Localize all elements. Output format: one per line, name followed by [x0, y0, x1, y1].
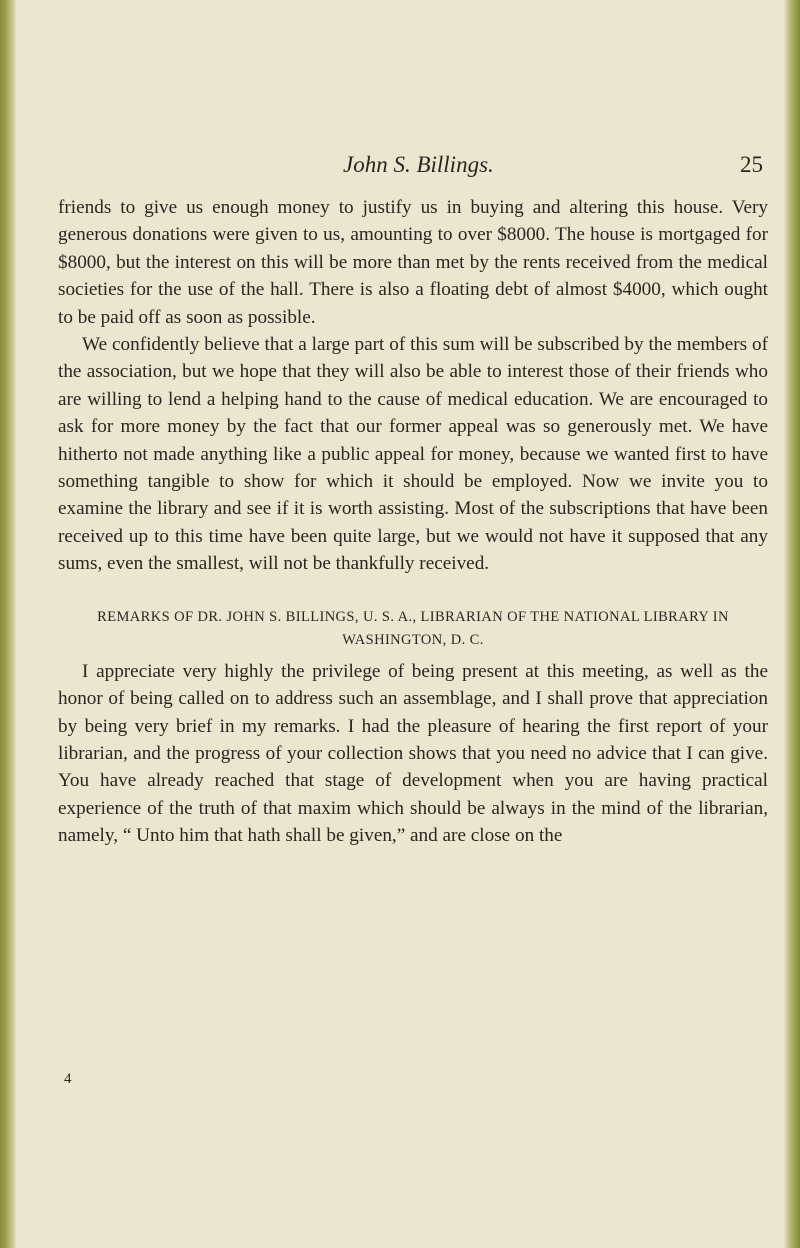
paragraph: friends to give us enough money to justify us in buying and altering this house. Very generous donations were given to us, amounting to over $8000. The house is mortgaged for $8000, but the interest on this will be more than met by the rents received from the medical societies for the use of the hall. There is also a floating debt of almost $4000, which ought to be paid off as soon as possible.: [58, 197, 768, 328]
paragraph: We confidently believe that a large part of this sum will be subscribed by the members of the association, but we hope that they will also be able to interest those of their friends who are willing to lend a helping hand to the cause of medical education. We are encouraged to ask for more money by the fact that our former appeal was so generously met. We have hitherto not made anything like a public appeal for money, because we wanted first to have something tangible to show for which it should be employed. Now we invite you to examine the library and see if it is worth assisting. Most of the subscriptions that have been received up to this time have been quite large, but we would not have it supposed that any sums, even the smallest, will not be thankfully received.: [58, 334, 768, 575]
signature-mark: 4: [64, 1071, 72, 1087]
paragraph: I appreciate very highly the privilege of being present at this meeting, as well as the honor of being called on to address such an assemblage, and I shall prove that appreciation by being very brief in my remarks. I had the pleasure of hearing the first report of your librarian, and the progress of your collection shows that you need no advice that I can give. You have already reached that stage of development when you are having practical experience of the truth of that maxim which should be always in the mind of the librarian, namely, “ Unto him that hath shall be given,” and are close on the: [58, 660, 768, 847]
page-edge-left: [0, 0, 16, 1248]
section-heading: REMARKS OF DR. JOHN S. BILLINGS, U. S. A., LIBRARIAN OF THE NATIONAL LIBRARY IN WASHINGTON, D. C.: [97, 608, 729, 648]
body-text: [58, 194, 768, 850]
page-edge-right: [784, 0, 800, 1248]
running-title: John S. Billings.: [343, 152, 494, 177]
page-number: 25: [740, 152, 763, 177]
running-head: [0, 150, 800, 184]
